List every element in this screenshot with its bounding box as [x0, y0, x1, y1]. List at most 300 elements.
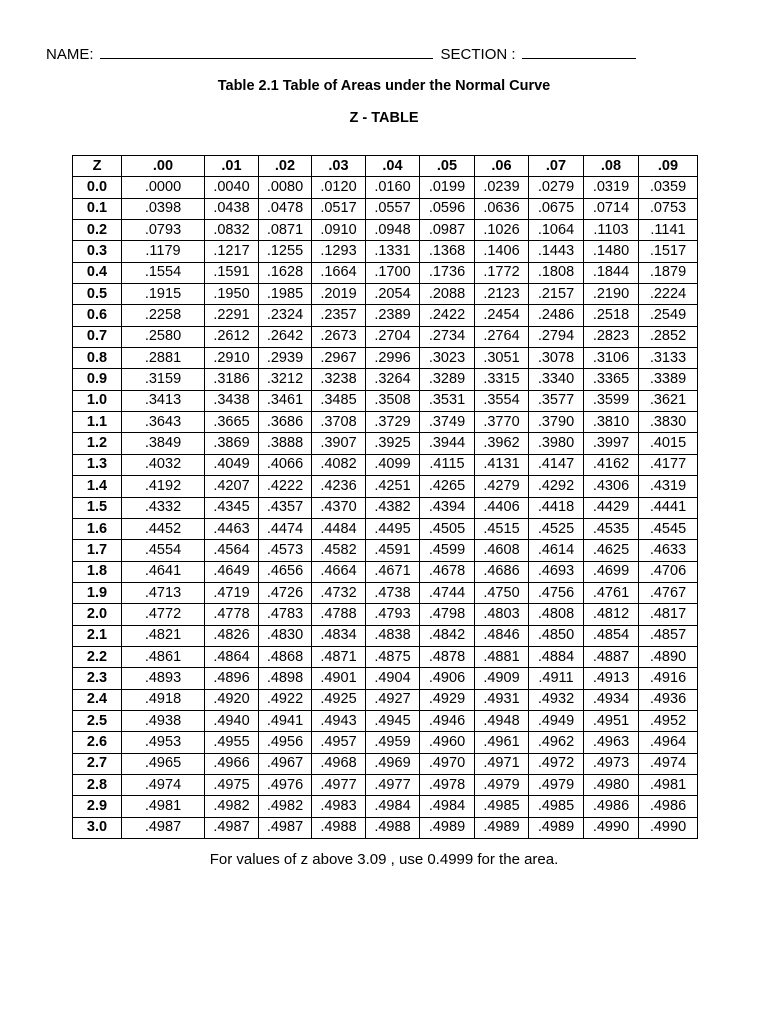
area-cell: .3849	[122, 433, 205, 454]
area-cell: .2357	[312, 305, 366, 326]
area-cell: .2704	[366, 326, 420, 347]
area-cell: .4591	[366, 540, 420, 561]
area-cell: .4906	[420, 668, 475, 689]
z-value-cell: 2.6	[73, 732, 122, 753]
area-cell: .4966	[205, 753, 259, 774]
area-cell: .1664	[312, 262, 366, 283]
area-cell: .4963	[584, 732, 639, 753]
area-cell: .4732	[312, 582, 366, 603]
z-value-cell: 0.7	[73, 326, 122, 347]
area-cell: .4887	[584, 646, 639, 667]
area-cell: .0160	[366, 177, 420, 198]
area-cell: .0080	[259, 177, 312, 198]
area-cell: .0910	[312, 220, 366, 241]
table-row	[73, 390, 698, 411]
table-row	[73, 348, 698, 369]
z-value-cell: 0.3	[73, 241, 122, 262]
area-cell: .4429	[584, 497, 639, 518]
table-row	[73, 774, 698, 795]
z-value-cell: 2.4	[73, 689, 122, 710]
z-value-cell: 1.0	[73, 390, 122, 411]
table-row	[73, 518, 698, 539]
z-value-cell: 0.5	[73, 284, 122, 305]
z-column-header: Z	[73, 156, 122, 177]
z-value-cell: 0.9	[73, 369, 122, 390]
area-cell: .4452	[122, 518, 205, 539]
area-cell: .2910	[205, 348, 259, 369]
table-row	[73, 604, 698, 625]
area-cell: .4857	[639, 625, 698, 646]
area-cell: .3159	[122, 369, 205, 390]
column-header: .07	[529, 156, 584, 177]
area-cell: .0359	[639, 177, 698, 198]
area-cell: .4222	[259, 476, 312, 497]
area-cell: .4750	[475, 582, 529, 603]
z-value-cell: 1.7	[73, 540, 122, 561]
area-cell: .4474	[259, 518, 312, 539]
area-cell: .4878	[420, 646, 475, 667]
area-cell: .1064	[529, 220, 584, 241]
area-cell: .0948	[366, 220, 420, 241]
z-value-cell: 0.4	[73, 262, 122, 283]
area-cell: .1406	[475, 241, 529, 262]
area-cell: .4896	[205, 668, 259, 689]
area-cell: .4909	[475, 668, 529, 689]
table-row	[73, 668, 698, 689]
area-cell: .1628	[259, 262, 312, 283]
area-cell: .4918	[122, 689, 205, 710]
area-cell: .4826	[205, 625, 259, 646]
area-cell: .0000	[122, 177, 205, 198]
table-row	[73, 582, 698, 603]
area-cell: .4979	[529, 774, 584, 795]
area-cell: .4772	[122, 604, 205, 625]
area-cell: .4976	[259, 774, 312, 795]
area-cell: .4767	[639, 582, 698, 603]
area-cell: .4686	[475, 561, 529, 582]
area-cell: .3212	[259, 369, 312, 390]
area-cell: .3643	[122, 412, 205, 433]
area-cell: .4967	[259, 753, 312, 774]
area-cell: .4977	[312, 774, 366, 795]
table-row	[73, 817, 698, 838]
area-cell: .2549	[639, 305, 698, 326]
area-cell: .4964	[639, 732, 698, 753]
area-cell: .4953	[122, 732, 205, 753]
area-cell: .4981	[122, 796, 205, 817]
area-cell: .0871	[259, 220, 312, 241]
area-cell: .3315	[475, 369, 529, 390]
column-header: .03	[312, 156, 366, 177]
area-cell: .3508	[366, 390, 420, 411]
area-cell: .4641	[122, 561, 205, 582]
area-cell: .4357	[259, 497, 312, 518]
area-cell: .3830	[639, 412, 698, 433]
z-value-cell: 1.3	[73, 454, 122, 475]
area-cell: .2123	[475, 284, 529, 305]
area-cell: .4925	[312, 689, 366, 710]
area-cell: .4929	[420, 689, 475, 710]
area-cell: .4463	[205, 518, 259, 539]
area-cell: .4842	[420, 625, 475, 646]
area-cell: .3485	[312, 390, 366, 411]
table-row	[73, 220, 698, 241]
area-cell: .4951	[584, 710, 639, 731]
area-cell: .3340	[529, 369, 584, 390]
area-cell: .4332	[122, 497, 205, 518]
area-cell: .4943	[312, 710, 366, 731]
area-cell: .4761	[584, 582, 639, 603]
area-cell: .1554	[122, 262, 205, 283]
area-cell: .4803	[475, 604, 529, 625]
area-cell: .4778	[205, 604, 259, 625]
table-row	[73, 454, 698, 475]
area-cell: .4582	[312, 540, 366, 561]
area-cell: .4099	[366, 454, 420, 475]
area-cell: .4920	[205, 689, 259, 710]
area-cell: .4162	[584, 454, 639, 475]
area-cell: .2454	[475, 305, 529, 326]
area-cell: .2054	[366, 284, 420, 305]
area-cell: .3770	[475, 412, 529, 433]
table-row	[73, 753, 698, 774]
area-cell: .4931	[475, 689, 529, 710]
area-cell: .3962	[475, 433, 529, 454]
area-cell: .4279	[475, 476, 529, 497]
table-row	[73, 198, 698, 219]
table-row	[73, 689, 698, 710]
area-cell: .3186	[205, 369, 259, 390]
area-cell: .4974	[122, 774, 205, 795]
area-cell: .4898	[259, 668, 312, 689]
footnote: For values of z above 3.09 , use 0.4999 for the area.	[209, 851, 559, 868]
area-cell: .4236	[312, 476, 366, 497]
z-value-cell: 1.9	[73, 582, 122, 603]
area-cell: .4664	[312, 561, 366, 582]
area-cell: .4788	[312, 604, 366, 625]
area-cell: .4808	[529, 604, 584, 625]
area-cell: .4982	[259, 796, 312, 817]
table-row	[73, 433, 698, 454]
area-cell: .4988	[312, 817, 366, 838]
z-table	[72, 155, 698, 839]
area-cell: .4983	[312, 796, 366, 817]
area-cell: .4927	[366, 689, 420, 710]
table-row	[73, 540, 698, 561]
area-cell: .4706	[639, 561, 698, 582]
area-cell: .2673	[312, 326, 366, 347]
area-cell: .4989	[529, 817, 584, 838]
area-cell: .4972	[529, 753, 584, 774]
area-cell: .1915	[122, 284, 205, 305]
area-cell: .4564	[205, 540, 259, 561]
area-cell: .4989	[475, 817, 529, 838]
area-cell: .4952	[639, 710, 698, 731]
area-cell: .2291	[205, 305, 259, 326]
area-cell: .0199	[420, 177, 475, 198]
area-cell: .3665	[205, 412, 259, 433]
z-value-cell: 1.2	[73, 433, 122, 454]
area-cell: .4941	[259, 710, 312, 731]
area-cell: .4989	[420, 817, 475, 838]
area-cell: .0040	[205, 177, 259, 198]
area-cell: .1700	[366, 262, 420, 283]
area-cell: .3749	[420, 412, 475, 433]
area-cell: .4949	[529, 710, 584, 731]
area-cell: .0517	[312, 198, 366, 219]
area-cell: .4913	[584, 668, 639, 689]
area-cell: .4066	[259, 454, 312, 475]
area-cell: .4656	[259, 561, 312, 582]
area-cell: .2324	[259, 305, 312, 326]
area-cell: .1844	[584, 262, 639, 283]
area-cell: .1985	[259, 284, 312, 305]
area-cell: .4956	[259, 732, 312, 753]
area-cell: .4945	[366, 710, 420, 731]
table-row	[73, 262, 698, 283]
table-row	[73, 177, 698, 198]
area-cell: .2734	[420, 326, 475, 347]
area-cell: .4985	[475, 796, 529, 817]
table-row	[73, 369, 698, 390]
area-cell: .4147	[529, 454, 584, 475]
area-cell: .4901	[312, 668, 366, 689]
z-value-cell: 2.9	[73, 796, 122, 817]
area-cell: .1480	[584, 241, 639, 262]
area-cell: .1103	[584, 220, 639, 241]
z-value-cell: 0.0	[73, 177, 122, 198]
table-row	[73, 561, 698, 582]
area-cell: .3078	[529, 348, 584, 369]
area-cell: .4738	[366, 582, 420, 603]
table-title: Table 2.1 Table of Areas under the Normal Curve	[217, 78, 551, 94]
area-cell: .0557	[366, 198, 420, 219]
area-cell: .4987	[205, 817, 259, 838]
area-cell: .4978	[420, 774, 475, 795]
area-cell: .2422	[420, 305, 475, 326]
area-cell: .4535	[584, 518, 639, 539]
area-cell: .1293	[312, 241, 366, 262]
area-cell: .4980	[584, 774, 639, 795]
area-cell: .4838	[366, 625, 420, 646]
area-cell: .1591	[205, 262, 259, 283]
area-cell: .2157	[529, 284, 584, 305]
area-cell: .4986	[639, 796, 698, 817]
area-cell: .4821	[122, 625, 205, 646]
area-cell: .4817	[639, 604, 698, 625]
area-cell: .2224	[639, 284, 698, 305]
area-cell: .4893	[122, 668, 205, 689]
area-cell: .0832	[205, 220, 259, 241]
area-cell: .3621	[639, 390, 698, 411]
area-cell: .2190	[584, 284, 639, 305]
area-cell: .4977	[366, 774, 420, 795]
area-cell: .4968	[312, 753, 366, 774]
area-cell: .3997	[584, 433, 639, 454]
area-cell: .4515	[475, 518, 529, 539]
column-header: .01	[205, 156, 259, 177]
area-cell: .3238	[312, 369, 366, 390]
area-cell: .0753	[639, 198, 698, 219]
area-cell: .2852	[639, 326, 698, 347]
z-value-cell: 0.2	[73, 220, 122, 241]
area-cell: .4973	[584, 753, 639, 774]
area-cell: .4990	[639, 817, 698, 838]
area-cell: .4959	[366, 732, 420, 753]
z-value-cell: 1.4	[73, 476, 122, 497]
area-cell: .2019	[312, 284, 366, 305]
z-value-cell: 0.1	[73, 198, 122, 219]
area-cell: .0398	[122, 198, 205, 219]
area-cell: .3554	[475, 390, 529, 411]
area-cell: .4793	[366, 604, 420, 625]
column-header: .02	[259, 156, 312, 177]
area-cell: .0279	[529, 177, 584, 198]
area-cell: .4985	[529, 796, 584, 817]
area-cell: .4981	[639, 774, 698, 795]
area-cell: .4932	[529, 689, 584, 710]
area-cell: .4987	[259, 817, 312, 838]
area-cell: .3888	[259, 433, 312, 454]
area-cell: .4911	[529, 668, 584, 689]
area-cell: .4633	[639, 540, 698, 561]
area-cell: .3264	[366, 369, 420, 390]
area-cell: .2612	[205, 326, 259, 347]
area-cell: .2486	[529, 305, 584, 326]
area-cell: .1026	[475, 220, 529, 241]
area-cell: .4495	[366, 518, 420, 539]
table-row	[73, 326, 698, 347]
area-cell: .1443	[529, 241, 584, 262]
area-cell: .2258	[122, 305, 205, 326]
area-cell: .4955	[205, 732, 259, 753]
area-cell: .4960	[420, 732, 475, 753]
area-cell: .4946	[420, 710, 475, 731]
area-cell: .4649	[205, 561, 259, 582]
area-cell: .4678	[420, 561, 475, 582]
area-cell: .4982	[205, 796, 259, 817]
area-cell: .4599	[420, 540, 475, 561]
area-cell: .4846	[475, 625, 529, 646]
table-row	[73, 241, 698, 262]
area-cell: .2088	[420, 284, 475, 305]
area-cell: .4884	[529, 646, 584, 667]
area-cell: .0319	[584, 177, 639, 198]
area-cell: .3531	[420, 390, 475, 411]
table-row	[73, 476, 698, 497]
area-cell: .4406	[475, 497, 529, 518]
area-cell: .3980	[529, 433, 584, 454]
z-value-cell: 2.3	[73, 668, 122, 689]
z-value-cell: 1.6	[73, 518, 122, 539]
area-cell: .0987	[420, 220, 475, 241]
column-header: .00	[122, 156, 205, 177]
student-info-line	[46, 44, 726, 63]
area-cell: .1950	[205, 284, 259, 305]
area-cell: .4940	[205, 710, 259, 731]
area-cell: .0438	[205, 198, 259, 219]
area-cell: .3708	[312, 412, 366, 433]
area-cell: .4783	[259, 604, 312, 625]
area-cell: .4957	[312, 732, 366, 753]
area-cell: .4916	[639, 668, 698, 689]
area-cell: .4850	[529, 625, 584, 646]
name-label: NAME:	[46, 46, 94, 63]
area-cell: .3413	[122, 390, 205, 411]
area-cell: .4554	[122, 540, 205, 561]
name-blank	[100, 44, 433, 59]
area-cell: .3133	[639, 348, 698, 369]
area-cell: .0793	[122, 220, 205, 241]
area-cell: .4049	[205, 454, 259, 475]
area-cell: .1179	[122, 241, 205, 262]
area-cell: .4904	[366, 668, 420, 689]
area-cell: .4082	[312, 454, 366, 475]
area-cell: .1255	[259, 241, 312, 262]
area-cell: .4971	[475, 753, 529, 774]
area-cell: .4881	[475, 646, 529, 667]
area-cell: .4871	[312, 646, 366, 667]
area-cell: .4861	[122, 646, 205, 667]
z-value-cell: 3.0	[73, 817, 122, 838]
table-header-row	[73, 156, 698, 177]
area-cell: .4830	[259, 625, 312, 646]
area-cell: .1772	[475, 262, 529, 283]
area-cell: .4693	[529, 561, 584, 582]
area-cell: .2764	[475, 326, 529, 347]
table-row	[73, 284, 698, 305]
area-cell: .4922	[259, 689, 312, 710]
area-cell: .4970	[420, 753, 475, 774]
area-cell: .1217	[205, 241, 259, 262]
area-cell: .3869	[205, 433, 259, 454]
area-cell: .4382	[366, 497, 420, 518]
area-cell: .3289	[420, 369, 475, 390]
area-cell: .1368	[420, 241, 475, 262]
area-cell: .3599	[584, 390, 639, 411]
area-cell: .4192	[122, 476, 205, 497]
area-cell: .4394	[420, 497, 475, 518]
table-row	[73, 305, 698, 326]
area-cell: .4251	[366, 476, 420, 497]
area-cell: .4177	[639, 454, 698, 475]
table-row	[73, 625, 698, 646]
area-cell: .4890	[639, 646, 698, 667]
table-row	[73, 732, 698, 753]
area-cell: .4032	[122, 454, 205, 475]
area-cell: .0478	[259, 198, 312, 219]
area-cell: .4484	[312, 518, 366, 539]
area-cell: .4292	[529, 476, 584, 497]
area-cell: .4573	[259, 540, 312, 561]
area-cell: .4418	[529, 497, 584, 518]
area-cell: .4986	[584, 796, 639, 817]
area-cell: .4614	[529, 540, 584, 561]
area-cell: .1331	[366, 241, 420, 262]
area-cell: .4854	[584, 625, 639, 646]
area-cell: .4525	[529, 518, 584, 539]
area-cell: .4984	[366, 796, 420, 817]
area-cell: .4965	[122, 753, 205, 774]
area-cell: .3729	[366, 412, 420, 433]
area-cell: .2967	[312, 348, 366, 369]
area-cell: .4834	[312, 625, 366, 646]
area-cell: .4798	[420, 604, 475, 625]
table-row	[73, 646, 698, 667]
area-cell: .2939	[259, 348, 312, 369]
area-cell: .4756	[529, 582, 584, 603]
table-subtitle: Z - TABLE	[349, 110, 419, 126]
